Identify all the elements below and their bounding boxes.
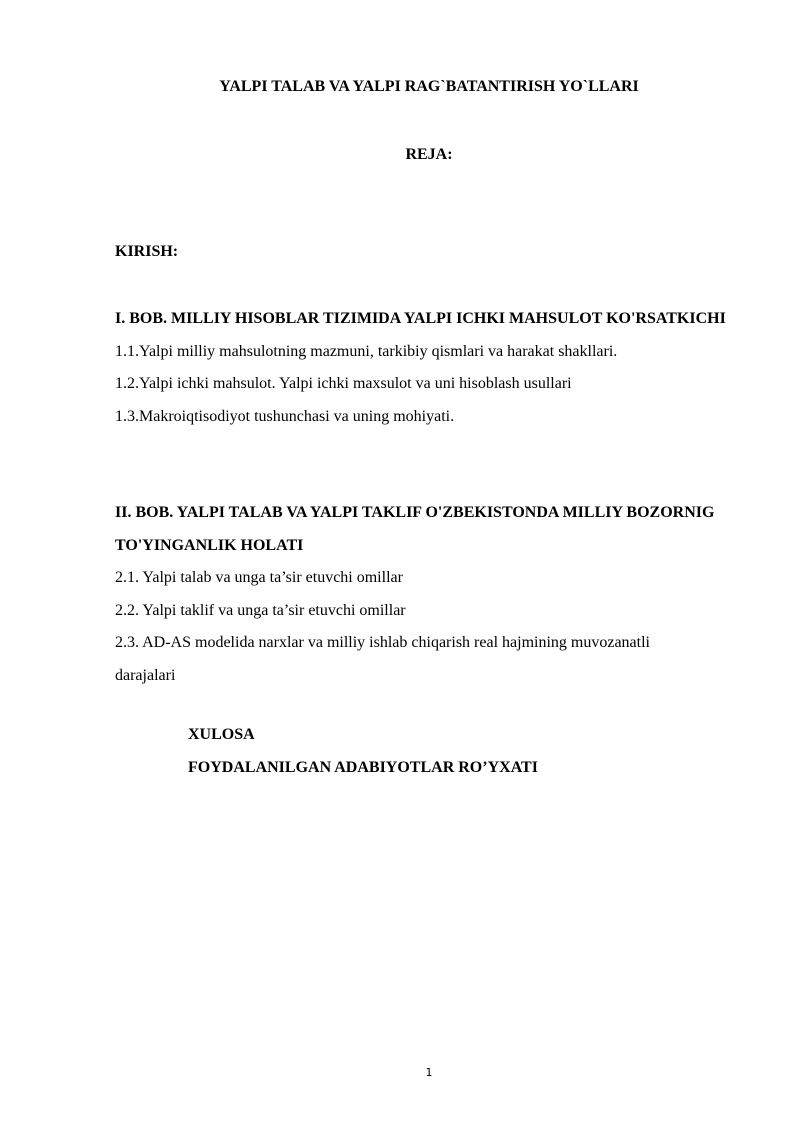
document-title: YALPI TALAB VA YALPI RAG`BATANTIRISH YO`LLARI [219,78,639,95]
introduction-heading: KIRISH: [115,243,179,260]
chapter-2-item: 2.2. Yalpi taklif va unga ta’sir etuvchi omillar [115,601,406,619]
chapter-2-section [115,497,742,692]
chapter-1-item: 1.3.Makroiqtisodiyot tushunchasi va uning mohiyati. [115,407,455,425]
chapter-1-title: I. BOB. MILLIY HISOBLAR TIZIMIDA YALPI ICHKI MAHSULOT KO'RSATKICHI [115,310,726,327]
references-heading: FOYDALANILGAN ADABIYOTLAR RO’YXATI [188,758,538,776]
plan-heading: REJA: [405,146,453,163]
chapter-1-item: 1.2.Yalpi ichki mahsulot. Yalpi ichki maxsulot va uni hisoblash usullari [115,375,572,392]
chapter-2-item: 2.1. Yalpi talab va unga ta’sir etuvchi omillar [115,569,403,586]
chapter-2-title: II. BOB. YALPI TALAB VA YALPI TAKLIF O'ZBEKISTONDA MILLIY BOZORNIG TO'YINGANLIK HOLATI [115,504,715,554]
page-number: 1 [425,1066,433,1079]
chapter-2-item: 2.3. AD-AS modelida narxlar va milliy ishlab chiqarish real hajmining muvozanatli darajalari [115,634,650,684]
closing-section [188,719,538,784]
chapter-1-item: 1.1.Yalpi milliy mahsulotning mazmuni, tarkibiy qismlari va harakat shakllari. [115,342,618,360]
chapter-1-section [115,303,742,433]
conclusion-heading: XULOSA [188,726,255,743]
